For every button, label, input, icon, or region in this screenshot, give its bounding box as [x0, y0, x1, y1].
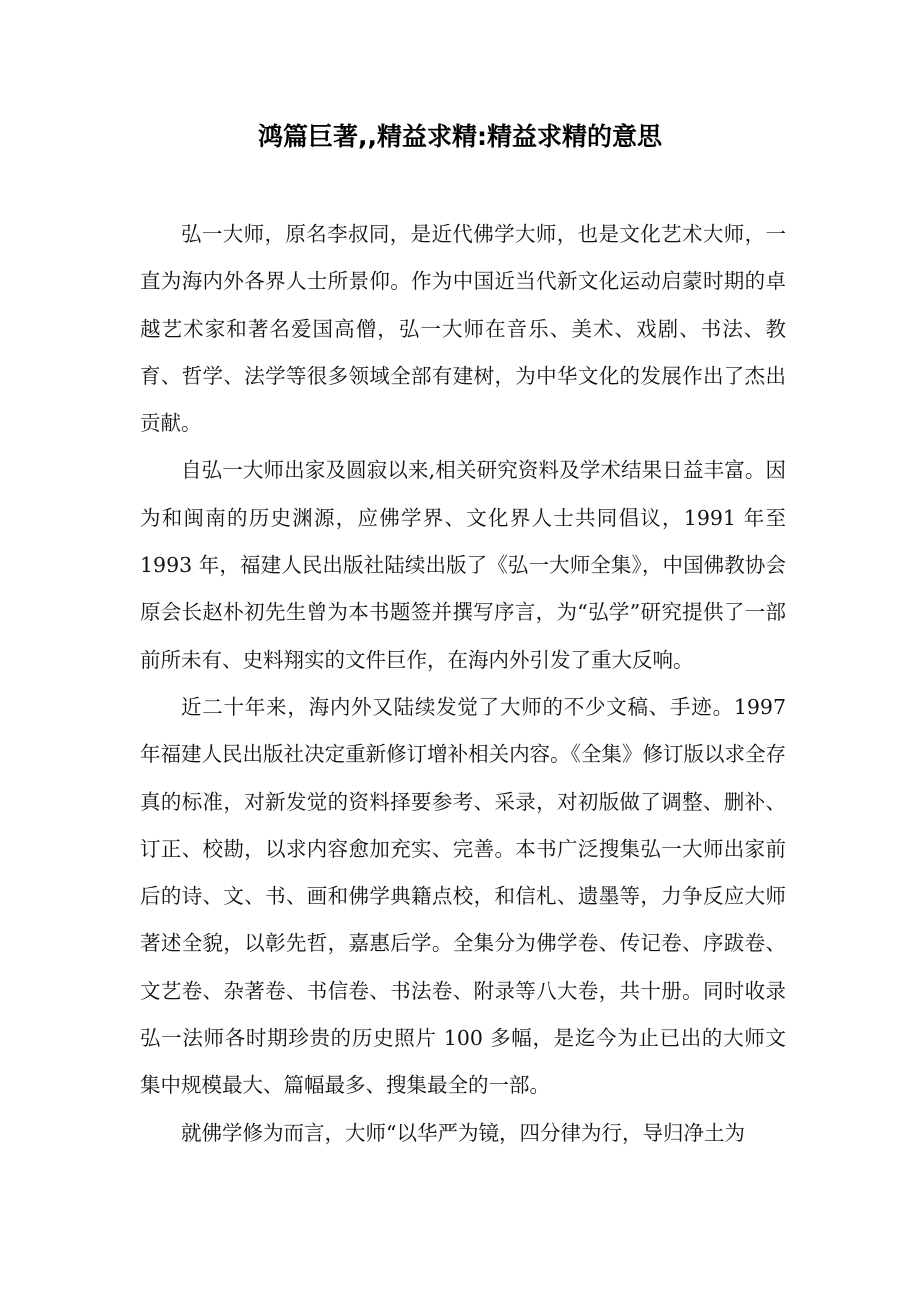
paragraph-3: 近二十年来，海内外又陆续发觉了大师的不少文稿、手迹。1997 年福建人民出版社决定重新修订增补相关内容。《全集》修订版以求全存真的标准，对新发觉的资料择要参考、采录，对初版做了调整、删补、订正、校勘，以求内容愈加充实、完善。本书广泛搜集弘一大师出家前后的诗、文、书、画和佛学典籍点校，和信札、遗墨等，力争反应大师著述全貌，以彰先哲，嘉惠后学。全集分为佛学卷、传记卷、序跋卷、文艺卷、杂著卷、书信卷、书法卷、附录等八大卷，共十册。同时收录弘一法师各时期珍贵的历史照片 100 多幅，是迄今为止已出的大师文集中规模最大、篇幅最多、搜集最全的一部。 — [140, 694, 786, 1098]
document-body — [140, 211, 786, 1157]
paragraph-2: 自弘一大师出家及圆寂以来,相关研究资料及学术结果日益丰富。因为和闽南的历史渊源，应佛学界、文化界人士共同倡议，1991 年至 1993 年，福建人民出版社陆续出版了《弘一大师全集》，中国佛教协会原会长赵朴初先生曾为本书题签并撰写序言，为“弘学”研究提供了一部前所未有、史料翔实的文件巨作，在海内外引发了重大反响。 — [140, 458, 786, 672]
paragraph-4: 就佛学修为而言，大师“以华严为镜，四分律为行，导归净土为 — [181, 1120, 745, 1145]
paragraph-1: 弘一大师，原名李叔同，是近代佛学大师，也是文化艺术大师，一直为海内外各界人士所景仰。作为中国近当代新文化运动启蒙时期的卓越艺术家和著名爱国高僧，弘一大师在音乐、美术、戏剧、书法、教育、哲学、法学等很多领域全部有建树，为中华文化的发展作出了杰出贡献。 — [140, 222, 786, 436]
page-title: 鸿篇巨著,,精益求精:精益求精的意思 — [258, 122, 662, 151]
